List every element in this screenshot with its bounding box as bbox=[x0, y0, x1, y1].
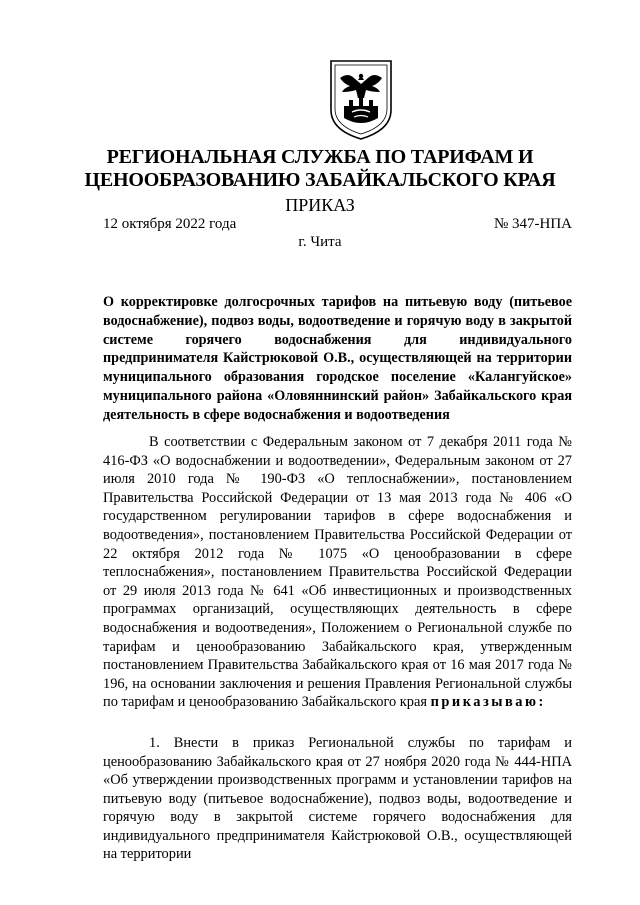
coat-of-arms-icon bbox=[328, 58, 394, 142]
document-subject: О корректировке долгосрочных тарифов на питьевую воду (питьевое водоснабжение), подвоз воды, водоотведение и горячую воду в закрытой системе горячего водоснабжения для индивидуального предпринимателя Кайстрюковой О.В., осуществляющей на территории муниципального образования городское поселение «Калангуйское» муниципального района «Оловяннинский район» Забайкальского края деятельность в сфере водоснабжения и водоотведения bbox=[103, 294, 572, 423]
preamble-paragraph bbox=[103, 433, 572, 712]
document-body bbox=[103, 433, 572, 864]
organization-title-line2: ЦЕНООБРАЗОВАНИЮ ЗАБАЙКАЛЬСКОГО КРАЯ bbox=[84, 169, 556, 191]
organization-title bbox=[0, 146, 640, 192]
organization-title-line1: РЕГИОНАЛЬНАЯ СЛУЖБА ПО ТАРИФАМ И bbox=[106, 146, 534, 168]
document-city: г. Чита bbox=[298, 234, 342, 250]
document-date: 12 октября 2022 года bbox=[103, 216, 237, 232]
document-type: ПРИКАЗ bbox=[285, 195, 355, 215]
order-item-1: 1. Внести в приказ Региональной службы по тарифам и ценообразованию Забайкальского края от 27 ноября 2020 года № 444-НПА «Об утверждении производственных программ и установлении тарифов на питьевую воду (питьевое водоснабжение), подвоз воды, водоотведение и горячую воду в закрытой системе горячего водоснабжения для индивидуального предпринимателя Кайстрюковой О.В., осуществляющей на территории bbox=[103, 734, 572, 863]
document-number: № 347-НПА bbox=[493, 216, 572, 232]
preamble-text: В соответствии с Федеральным законом от 7 декабря 2011 года № 416-ФЗ «О водоснабжении и водоотведении», Федеральным законом от 27 июля 2010 года № 190-ФЗ «О теплоснабжении», постановлением Правительства Российской Федерации от 13 мая 2013 года № 406 «О государственном регулировании тарифов в сфере водоснабжения и водоотведения», постановлением Правительства Российской Федерации от 22 октября 2012 года № 1075 «О ценообразовании в сфере теплоснабжения», постановлением Правительства Российской Федерации от 29 июля 2013 года № 641 «Об инвестиционных и производственных программах организаций, осуществляющих деятельность в сфере водоснабжения и водоотведения», Положением о Региональной службе по тарифам и ценообразованию Забайкальского края, утвержденным постановлением Правительства Забайкальского края от 16 мая 2017 года № 196, на основании заключения и решения Правления Региональной службы по тарифам и ценообразованию Забайкальского края bbox=[103, 434, 572, 711]
order-word: приказываю: bbox=[430, 694, 546, 711]
